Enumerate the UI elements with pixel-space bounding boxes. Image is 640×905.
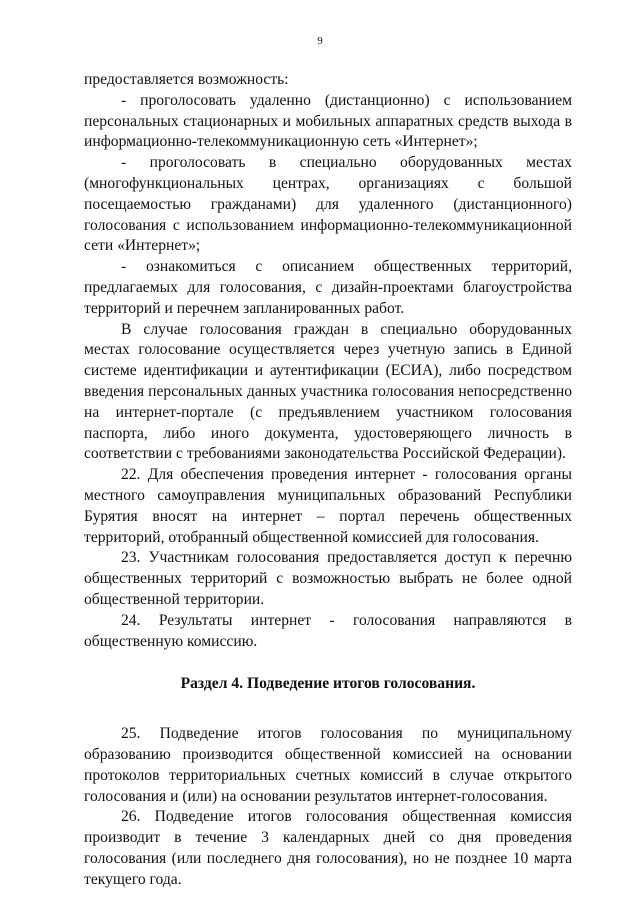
paragraph-23: 23. Участникам голосования предоставляется доступ к перечню общественных территорий с возможностью выбрать не более одной общественной территории. — [84, 549, 572, 608]
paragraph-intro: предоставляется возможность: — [84, 71, 289, 88]
list-item-onsite-voting: - проголосовать в специально оборудованных местах (многофункциональных центрах, организациях с большой посещаемостью гражданами) для удаленного (дистанционного) голосования с использованием информационно-телекоммуникационной сети «Интернет»; — [84, 154, 572, 255]
paragraph-22: 22. Для обеспечения проведения интернет - голосования органы местного самоуправления муниципальных образований Республики Бурятия вносят на интернет – портал перечень общественных территорий, отобранный общественной комиссией для голосования. — [84, 466, 572, 546]
document-body — [84, 70, 572, 890]
paragraph-26: 26. Подведение итогов голосования общественная комиссия производит в течение 3 календарных дней со дня проведения голосования (или последнего дня голосования), но не позднее 10 марта текущего года. — [84, 808, 572, 888]
paragraph-onsite-procedure: В случае голосования граждан в специально оборудованных местах голосование осуществляется через учетную запись в Единой системе идентификации и аутентификации (ЕСИА), либо посредством введения персональных данных участника голосования непосредственно на интернет-портале (с предъявлением участником голосования паспорта, либо иного документа, удостоверяющего личность в соответствии с требованиями законодательства Российской Федерации). — [84, 320, 572, 463]
list-item-remote-voting: - проголосовать удаленно (дистанционно) с использованием персональных стационарных и мобильных аппаратных средств выхода в информационно-телекоммуникационную сеть «Интернет»; — [84, 91, 572, 151]
page-number: 9 — [317, 35, 323, 47]
list-item-review-territories: - ознакомиться с описанием общественных территорий, предлагаемых для голосования, с дизайн-проектами благоустройства территорий и перечнем запланированных работ. — [84, 258, 572, 317]
paragraph-25: 25. Подведение итогов голосования по муниципальному образованию производится общественной комиссией на основании протоколов территориальных счетных комиссий в случае открытого голосования и (или) на основании результатов интернет-голосования. — [84, 725, 572, 805]
section-heading: Раздел 4. Подведение итогов голосования. — [180, 675, 476, 693]
paragraph-24: 24. Результаты интернет - голосования направляются в общественную комиссию. — [84, 611, 572, 650]
